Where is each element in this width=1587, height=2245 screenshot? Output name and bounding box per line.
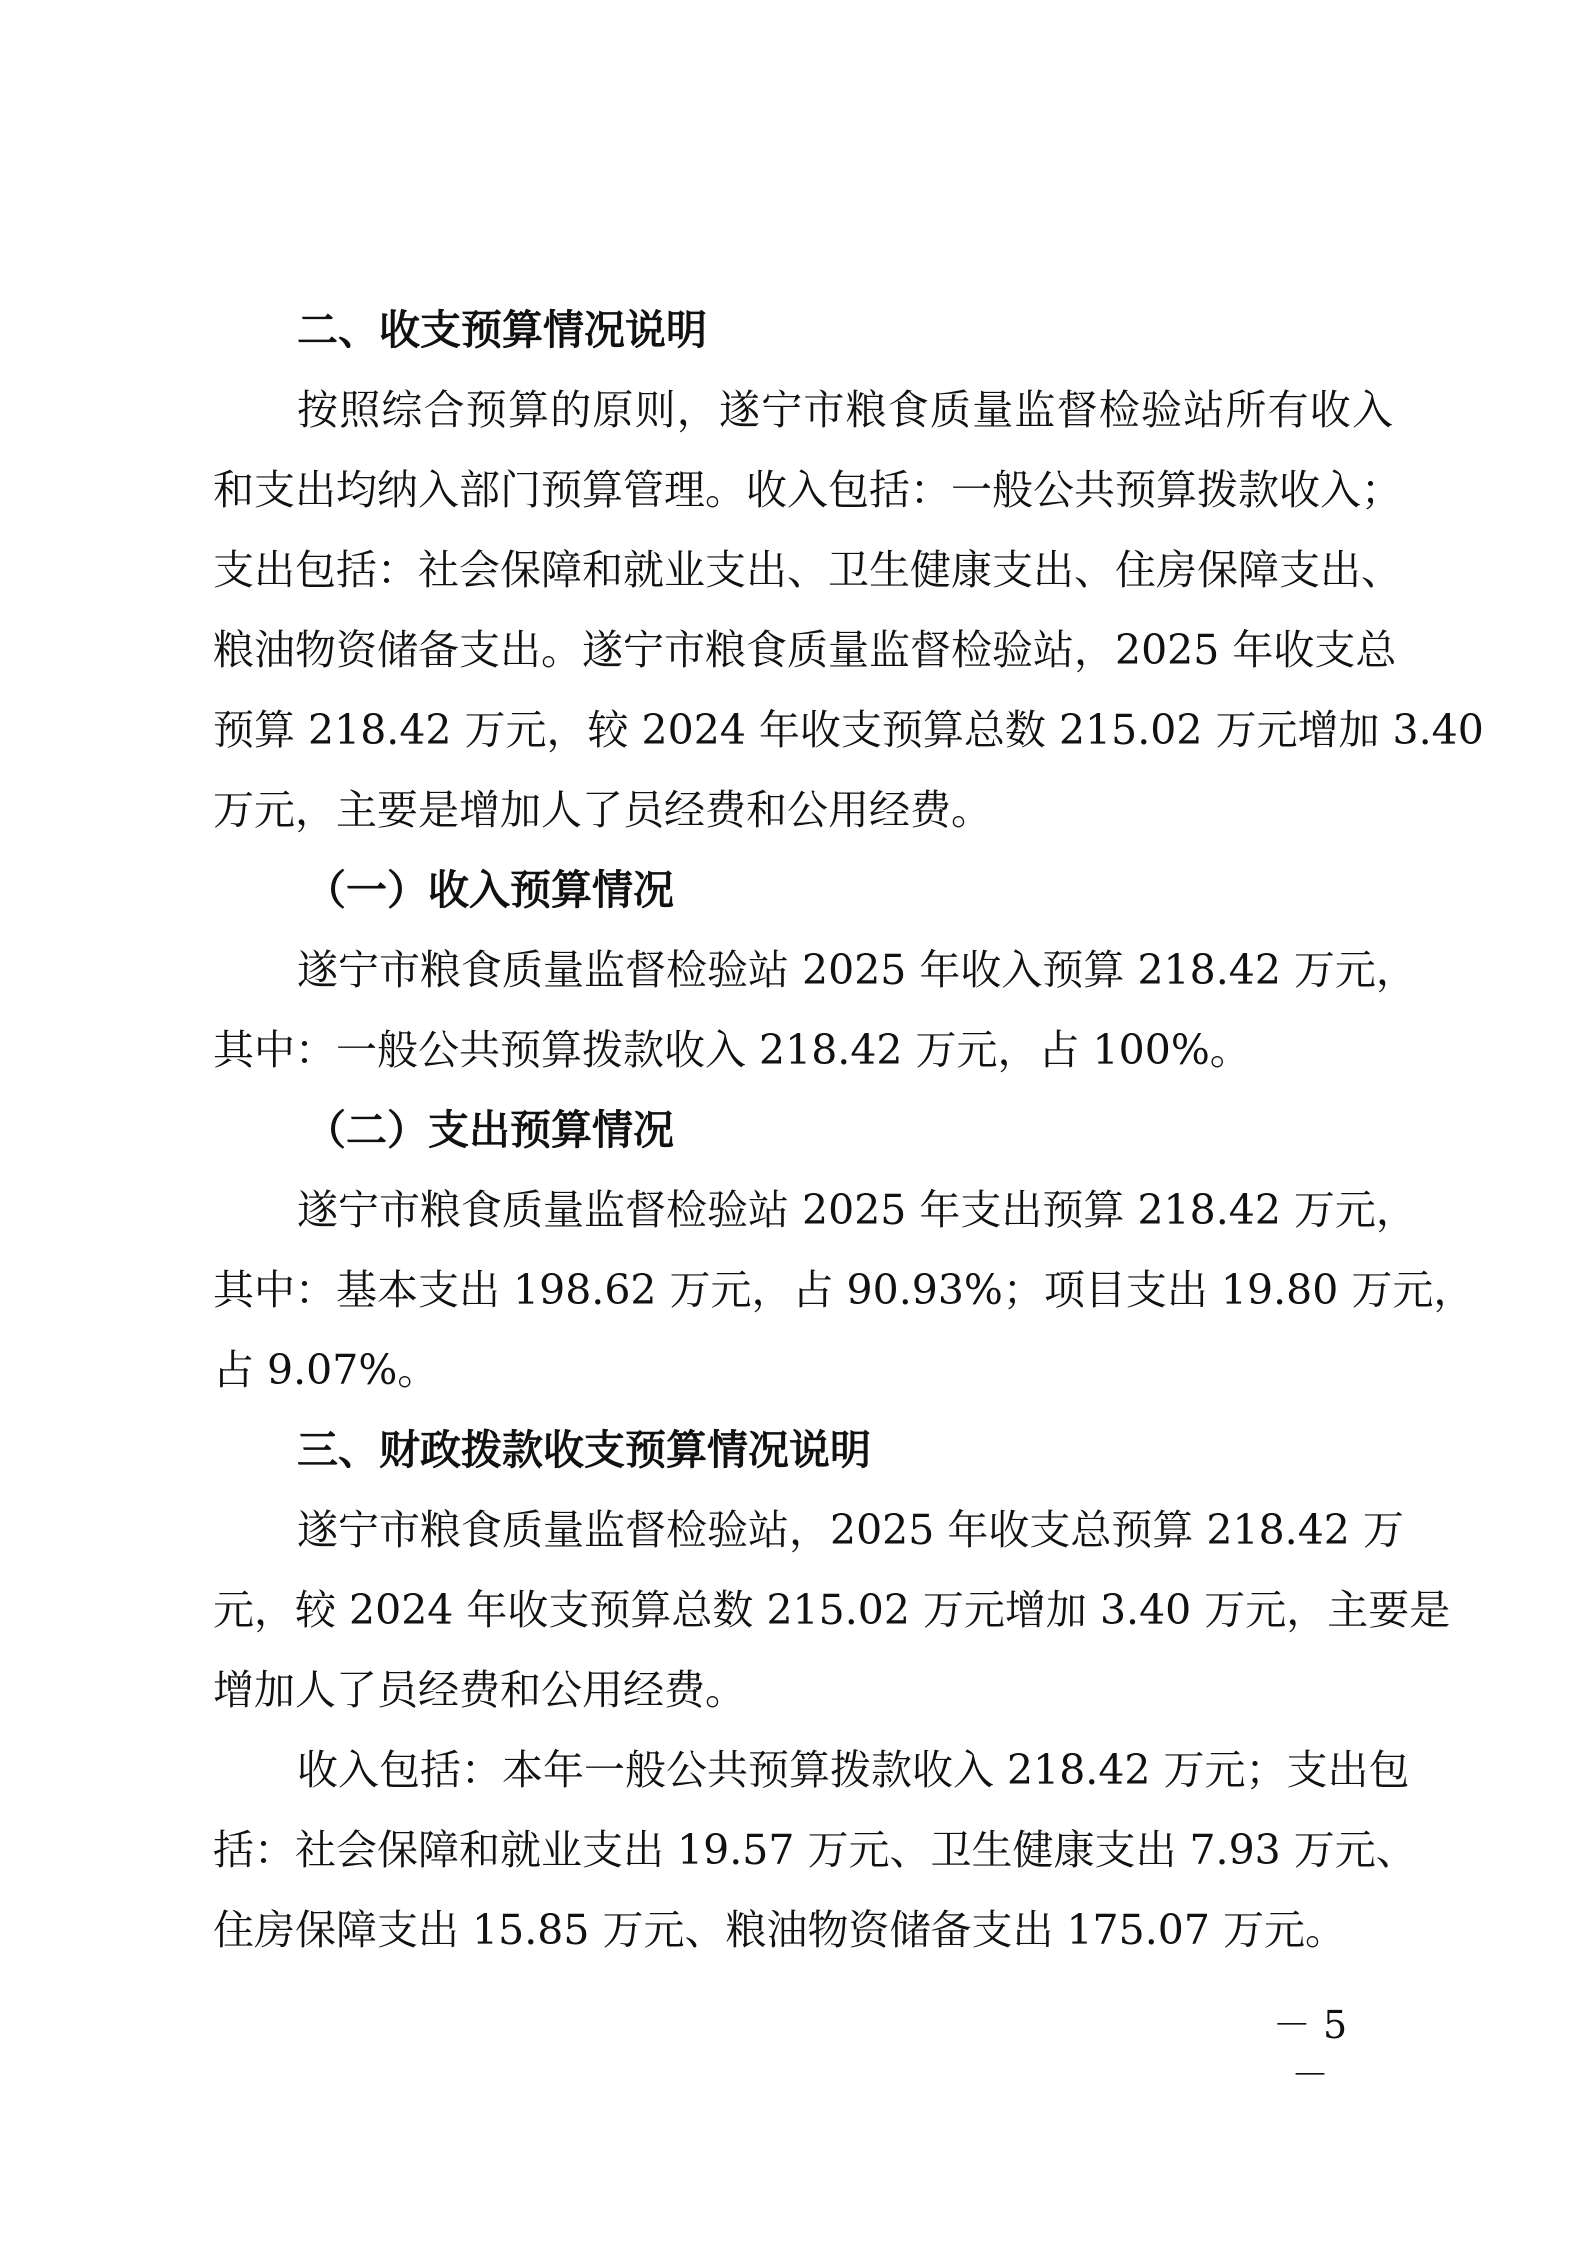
paragraph-line: 预算 218.42 万元，较 2024 年收支预算总数 215.02 万元增加 3.40 <box>213 706 1484 754</box>
page-number: － 5 － <box>1272 2003 1348 2097</box>
section-heading-2: 二、收支预算情况说明 <box>297 306 707 354</box>
paragraph-line: 增加人了员经费和公用经费。 <box>213 1666 746 1714</box>
subsection-heading-income: （一）收入预算情况 <box>305 866 674 914</box>
subsection-heading-expenditure: （二）支出预算情况 <box>305 1106 674 1154</box>
paragraph-line: 万元，主要是增加人了员经费和公用经费。 <box>213 786 992 834</box>
paragraph-line: 支出包括：社会保障和就业支出、卫生健康支出、住房保障支出、 <box>213 546 1402 594</box>
paragraph-line: 收入包括：本年一般公共预算拨款收入 218.42 万元；支出包 <box>297 1746 1410 1794</box>
paragraph-line: 住房保障支出 15.85 万元、粮油物资储备支出 175.07 万元。 <box>213 1906 1346 1954</box>
paragraph-line: 遂宁市粮食质量监督检验站，2025 年收支总预算 218.42 万 <box>297 1506 1404 1554</box>
paragraph-line: 其中：一般公共预算拨款收入 218.42 万元，占 100%。 <box>213 1026 1251 1074</box>
paragraph-line: 括：社会保障和就业支出 19.57 万元、卫生健康支出 7.93 万元、 <box>213 1826 1417 1874</box>
section-heading-3: 三、财政拨款收支预算情况说明 <box>297 1426 871 1474</box>
paragraph-line: 元，较 2024 年收支预算总数 215.02 万元增加 3.40 万元，主要是 <box>213 1586 1451 1634</box>
paragraph-line: 和支出均纳入部门预算管理。收入包括：一般公共预算拨款收入； <box>213 466 1402 514</box>
paragraph-line: 占 9.07%。 <box>213 1346 439 1394</box>
paragraph-line: 遂宁市粮食质量监督检验站 2025 年收入预算 218.42 万元， <box>297 946 1417 994</box>
paragraph-line: 其中：基本支出 198.62 万元，占 90.93%；项目支出 19.80 万元， <box>213 1266 1475 1314</box>
paragraph-line: 遂宁市粮食质量监督检验站 2025 年支出预算 218.42 万元， <box>297 1186 1417 1234</box>
paragraph-line: 按照综合预算的原则，遂宁市粮食质量监督检验站所有收入 <box>297 386 1393 434</box>
paragraph-line: 粮油物资储备支出。遂宁市粮食质量监督检验站，2025 年收支总 <box>213 626 1397 674</box>
